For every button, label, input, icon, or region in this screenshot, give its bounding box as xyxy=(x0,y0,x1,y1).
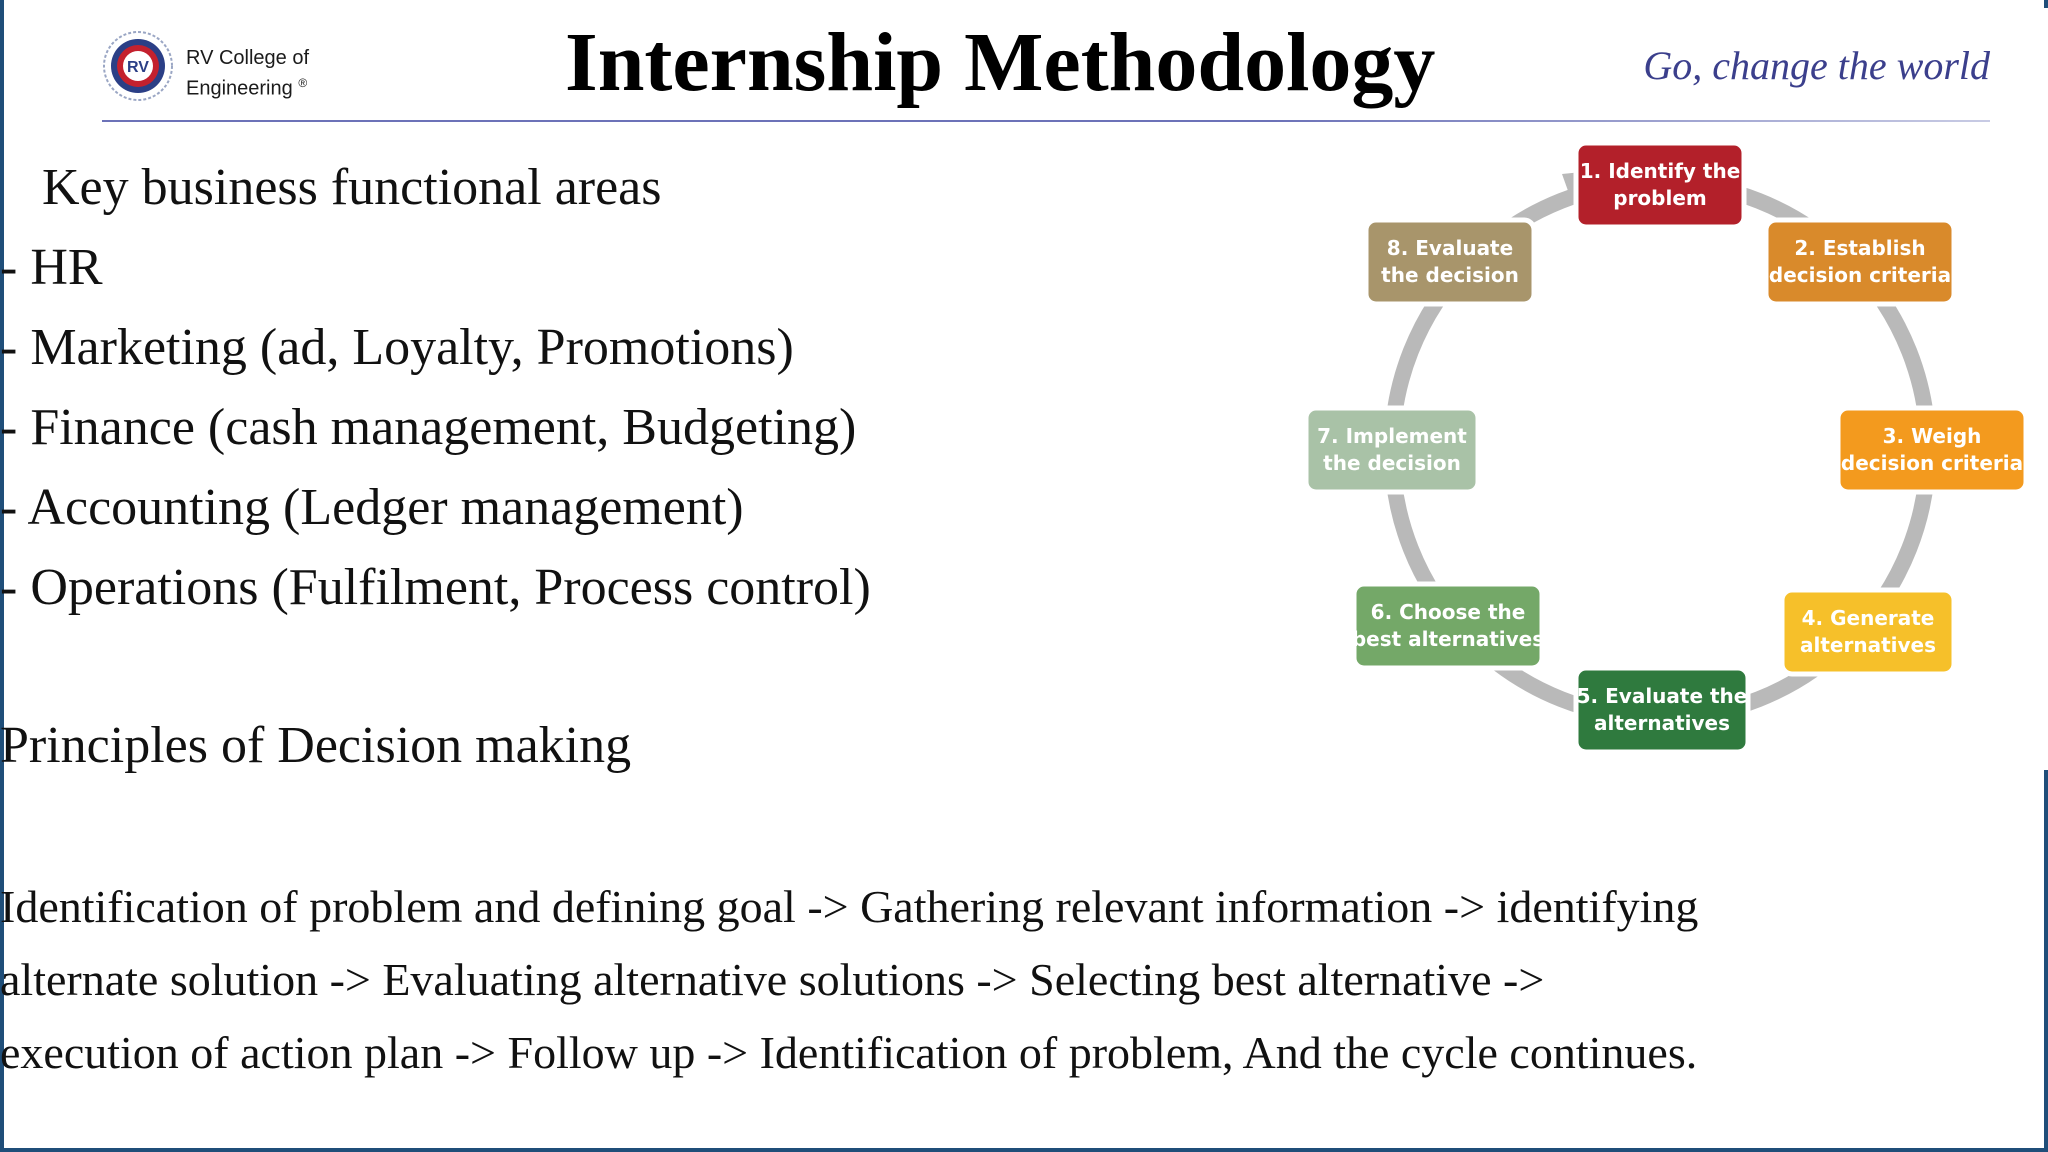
cycle-step-label: 6. Choose the xyxy=(1370,600,1526,624)
decision-cycle-diagram xyxy=(1300,140,2040,760)
slide-frame-top-right xyxy=(2044,0,2048,8)
cycle-step-label: 7. Implement xyxy=(1317,424,1467,448)
college-name-line2: Engineering xyxy=(186,77,293,100)
cycle-step-box xyxy=(1366,220,1534,304)
slide-frame-bottom xyxy=(0,1148,2048,1152)
college-name-line1: RV College of xyxy=(186,47,310,69)
cycle-step-6 xyxy=(1352,584,1544,668)
cycle-step-label: problem xyxy=(1613,186,1707,210)
college-logo xyxy=(102,30,174,102)
logo-letters: RV xyxy=(127,59,149,76)
cycle-step-box xyxy=(1576,668,1748,752)
college-name xyxy=(186,46,309,102)
functional-areas-heading: Key business functional areas xyxy=(42,159,662,216)
decision-making-heading: Principles of Decision making xyxy=(0,717,632,774)
functional-areas-list xyxy=(0,236,871,636)
cycle-step-8 xyxy=(1366,220,1534,304)
cycle-step-label: 1. Identify the xyxy=(1579,159,1741,183)
cycle-step-box xyxy=(1306,408,1478,492)
decision-process-line: Identification of problem and defining goal -> Gathering relevant information -> identifying xyxy=(0,881,1699,932)
decision-process-line: execution of action plan -> Follow up -> Identification of problem, And the cycle continues. xyxy=(0,1027,1698,1078)
cycle-step-box xyxy=(1576,143,1744,227)
cycle-step-label: best alternatives xyxy=(1351,627,1545,651)
cycle-step-label: decision criteria xyxy=(1768,263,1952,287)
cycle-step-label: 5. Evaluate the xyxy=(1576,684,1748,708)
tagline: Go, change the world xyxy=(1643,43,1990,88)
header-divider xyxy=(102,120,1990,122)
cycle-step-box xyxy=(1766,220,1954,304)
cycle-step-box xyxy=(1351,584,1545,668)
cycle-step-label: the decision xyxy=(1323,451,1461,475)
cycle-step-box xyxy=(1782,590,1954,674)
cycle-step-7 xyxy=(1306,408,1478,492)
cycle-step-1 xyxy=(1576,143,1744,227)
slide-title: Internship Methodology xyxy=(565,16,1436,109)
cycle-step-label: decision criteria xyxy=(1840,451,2024,475)
college-name-line2-wrap xyxy=(186,71,309,102)
cycle-step-3 xyxy=(1838,408,2026,492)
cycle-step-label: 2. Establish xyxy=(1794,236,1926,260)
cycle-step-label: alternatives xyxy=(1594,711,1730,735)
slide-frame-right xyxy=(2044,770,2048,1152)
cycle-step-label: alternatives xyxy=(1800,633,1936,657)
cycle-step-2 xyxy=(1766,220,1954,304)
cycle-step-5 xyxy=(1576,668,1748,752)
functional-area-item: - Marketing (ad, Loyalty, Promotions) xyxy=(0,319,794,376)
functional-area-item: - Operations (Fulfilment, Process control) xyxy=(0,559,871,616)
functional-area-item: - HR xyxy=(0,239,103,296)
cycle-step-box xyxy=(1838,408,2026,492)
cycle-step-label: 3. Weigh xyxy=(1882,424,1982,448)
cycle-step-label: 4. Generate xyxy=(1801,606,1935,630)
functional-area-item: - Accounting (Ledger management) xyxy=(0,479,744,536)
college-logo-emblem xyxy=(102,30,174,102)
decision-process-paragraph xyxy=(0,870,1960,1089)
decision-process-line: alternate solution -> Evaluating alternative solutions -> Selecting best alternative -> xyxy=(0,954,1545,1005)
cycle-step-4 xyxy=(1782,590,1954,674)
cycle-step-label: 8. Evaluate xyxy=(1386,236,1514,260)
cycle-step-label: the decision xyxy=(1381,263,1519,287)
registered-mark: ® xyxy=(298,76,308,90)
functional-area-item: - Finance (cash management, Budgeting) xyxy=(0,399,857,456)
